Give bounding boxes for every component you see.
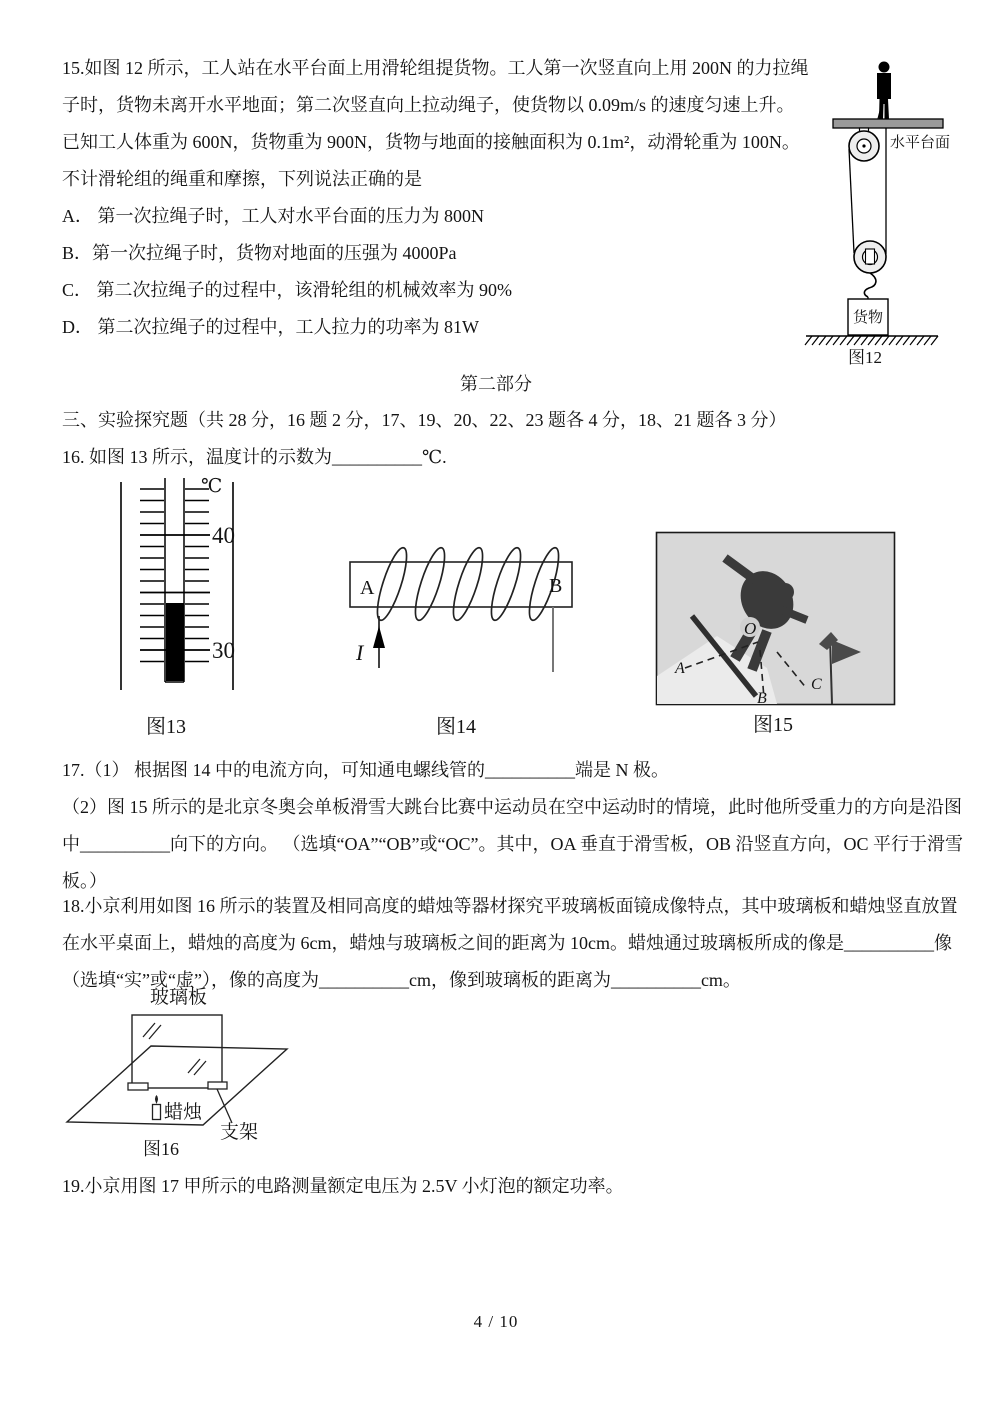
figure-12-caption: 图12 <box>848 348 882 367</box>
q17-line-1: 17.（1） 根据图 14 中的电流方向，可知通电螺线管的__________端是 N 极。 <box>62 760 669 780</box>
q15-line-1: 15.如图 12 所示，工人站在水平台面上用滑轮组提货物。工人第一次竖直向上用 200N 的力拉绳 <box>62 58 809 78</box>
platform-label: 水平台面 <box>890 135 951 151</box>
terminal-a-label: A <box>360 577 375 599</box>
q15-line-3: 已知工人体重为 600N，货物重为 900N，货物与地面的接触面积为 0.1m²，动滑轮重为 100N。 <box>62 132 800 152</box>
q15-line-4: 不计滑轮组的绳重和摩擦，下列说法正确的是 <box>62 169 422 189</box>
figure-13-caption: 图13 <box>146 716 186 738</box>
celsius-unit-label: ℃ <box>201 476 223 497</box>
question-18 <box>62 888 958 999</box>
q15-option-c: C． 第二次拉绳子的过程中，该滑轮组的机械效率为 90% <box>62 280 512 300</box>
q18-line-2: 在水平桌面上，蜡烛的高度为 6cm，蜡烛与玻璃板之间的距离为 10cm。蜡烛通过玻璃板所成的像是__________像 <box>62 933 952 953</box>
question-15 <box>62 50 809 346</box>
candle-label: 蜡烛 <box>164 1102 203 1123</box>
q17-line-2: （2）图 15 所示的是北京冬奥会单板滑雪大跳台比赛中运动员在空中运动时的情境，此时他所受重力的方向是沿图 <box>62 797 962 817</box>
figure-15-snowboarder-photo <box>655 528 897 708</box>
q18-line-1: 18.小京利用如图 16 所示的装置及相同高度的蜡烛等器材探究平玻璃板面镜成像特点，其中玻璃板和蜡烛竖直放置 <box>62 896 958 916</box>
ground-hatching <box>805 336 938 345</box>
q18-line-3: （选填“实”或“虚”），像的高度为__________cm，像到玻璃板的距离为__________cm。 <box>62 970 741 990</box>
question-17 <box>62 752 963 900</box>
q15-option-d: D． 第二次拉绳子的过程中，工人拉力的功率为 81W <box>62 317 479 337</box>
worker-icon <box>877 62 891 120</box>
coil-windings <box>372 545 565 623</box>
tick-label-30: 30 <box>212 638 235 663</box>
q15-line-2: 子时，货物未离开水平地面；第二次竖直向上拉动绳子，使货物以 0.09m/s 的速度匀速上升。 <box>62 95 795 115</box>
point-b-label: B <box>757 690 767 707</box>
figure-13-thermometer <box>100 460 295 710</box>
tick-label-40: 40 <box>212 523 235 548</box>
current-label: I <box>356 640 364 665</box>
figure-16-caption: 图16 <box>143 1139 179 1159</box>
q15-option-b: B．第一次拉绳子时，货物对地面的压强为 4000Pa <box>62 243 457 263</box>
glass-hatch-marks <box>143 1023 206 1075</box>
q17-line-4: 板。） <box>62 871 107 891</box>
terminal-b-label: B <box>549 575 563 597</box>
support-pointer-line <box>217 1089 232 1123</box>
current-arrow-icon <box>373 626 385 648</box>
point-a-label: A <box>675 660 685 677</box>
fixed-pulley <box>849 128 879 161</box>
part2-heading: 第二部分 <box>460 374 532 394</box>
snowboarder-head <box>776 583 794 601</box>
figure-14-solenoid <box>330 520 605 685</box>
movable-pulley <box>854 241 886 299</box>
question-16: 16. 如图 13 所示，温度计的示数为__________℃. <box>62 447 447 467</box>
page-number: 4 / 10 <box>473 1312 519 1331</box>
hook-icon <box>864 273 876 297</box>
figure-16-glass-plate-apparatus <box>60 985 390 1175</box>
point-c-label: C <box>811 676 822 693</box>
q17-line-3: 中__________向下的方向。 （选填“OA”“OB”或“OC”。其中，OA 垂直于滑雪板，OB 沿竖直方向，OC 平行于滑雪 <box>62 834 963 854</box>
q15-option-a: A． 第一次拉绳子时，工人对水平台面的压力为 800N <box>62 206 484 226</box>
solenoid-core <box>350 562 572 607</box>
figure-15-caption: 图15 <box>753 714 793 736</box>
support-label: 支架 <box>220 1122 259 1143</box>
candle-flame-icon <box>155 1095 158 1104</box>
platform-bar <box>833 119 943 128</box>
mercury-column <box>166 603 184 681</box>
figure-14-caption: 图14 <box>436 716 476 738</box>
figure-12-pulley-diagram <box>798 58 988 370</box>
question-19: 19.小京用图 17 甲所示的电路测量额定电压为 2.5V 小灯泡的额定功率。 <box>62 1176 624 1196</box>
figures-row <box>0 460 992 752</box>
glass-plate-label: 玻璃板 <box>150 987 208 1008</box>
support-feet <box>128 1082 227 1090</box>
candle <box>153 1095 161 1120</box>
section3-heading: 三、实验探究题（共 28 分，16 题 2 分，17、19、20、22、23 题各 4 分，18、21 题各 3 分） <box>62 410 787 430</box>
cargo-label: 货物 <box>852 310 884 326</box>
point-o-label: O <box>744 619 757 638</box>
